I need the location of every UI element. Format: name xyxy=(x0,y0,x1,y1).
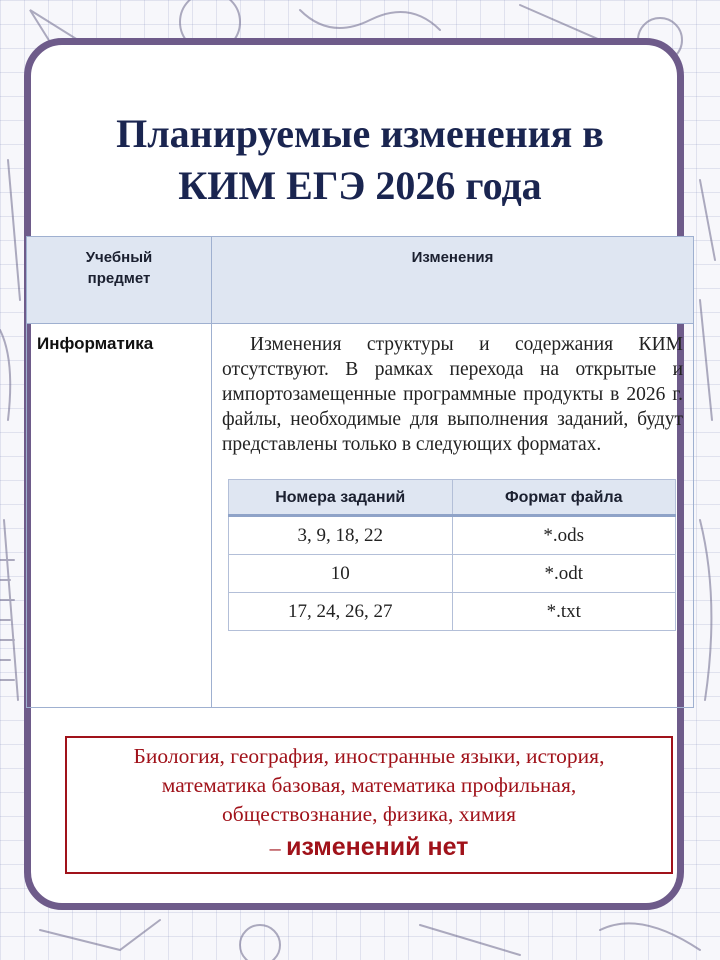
note-line-1: Биология, география, иностранные языки, история, xyxy=(133,744,605,768)
subject-column-header xyxy=(27,237,212,324)
subject-header-line-1: Учебный xyxy=(85,249,153,266)
subject-header-line-2: предмет xyxy=(87,270,151,287)
table-row xyxy=(229,516,676,555)
changes-table xyxy=(26,236,694,708)
table-row xyxy=(229,555,676,593)
title-line-2: КИМ ЕГЭ 2026 года xyxy=(178,163,542,208)
file-format-cell: *.odt xyxy=(452,555,676,593)
file-format-header: Формат файла xyxy=(452,480,676,516)
subject-cell: Информатика xyxy=(27,324,212,708)
title-line-1: Планируемые изменения в xyxy=(116,111,604,156)
changes-cell xyxy=(212,324,694,708)
note-emphasis: изменений нет xyxy=(286,833,469,861)
note-line-3: обществознание, физика, химия xyxy=(222,802,516,826)
changes-table-header-row xyxy=(27,237,694,324)
file-format-cell: *.txt xyxy=(452,593,676,631)
no-changes-note xyxy=(65,736,673,874)
note-verdict xyxy=(67,831,671,867)
task-numbers-cell: 17, 24, 26, 27 xyxy=(229,593,453,631)
changes-description: Изменения структуры и содержания КИМ отсутствуют. В рамках перехода на открытые и импортозамещенные программные продукты в 2026 г. файлы, необходимые для выполнения заданий, будут представлены только в следующих форматах. xyxy=(222,334,683,455)
file-formats-table xyxy=(228,479,676,631)
note-dash: – xyxy=(269,835,287,860)
formats-header-row xyxy=(229,480,676,516)
task-numbers-cell: 10 xyxy=(229,555,453,593)
table-row xyxy=(229,593,676,631)
table-row xyxy=(27,324,694,708)
file-format-cell: *.ods xyxy=(452,516,676,555)
page-title xyxy=(40,108,680,212)
task-numbers-header: Номера заданий xyxy=(229,480,453,516)
task-numbers-cell: 3, 9, 18, 22 xyxy=(229,516,453,555)
changes-column-header: Изменения xyxy=(212,237,694,324)
note-line-2: математика базовая, математика профильная, xyxy=(161,773,577,797)
